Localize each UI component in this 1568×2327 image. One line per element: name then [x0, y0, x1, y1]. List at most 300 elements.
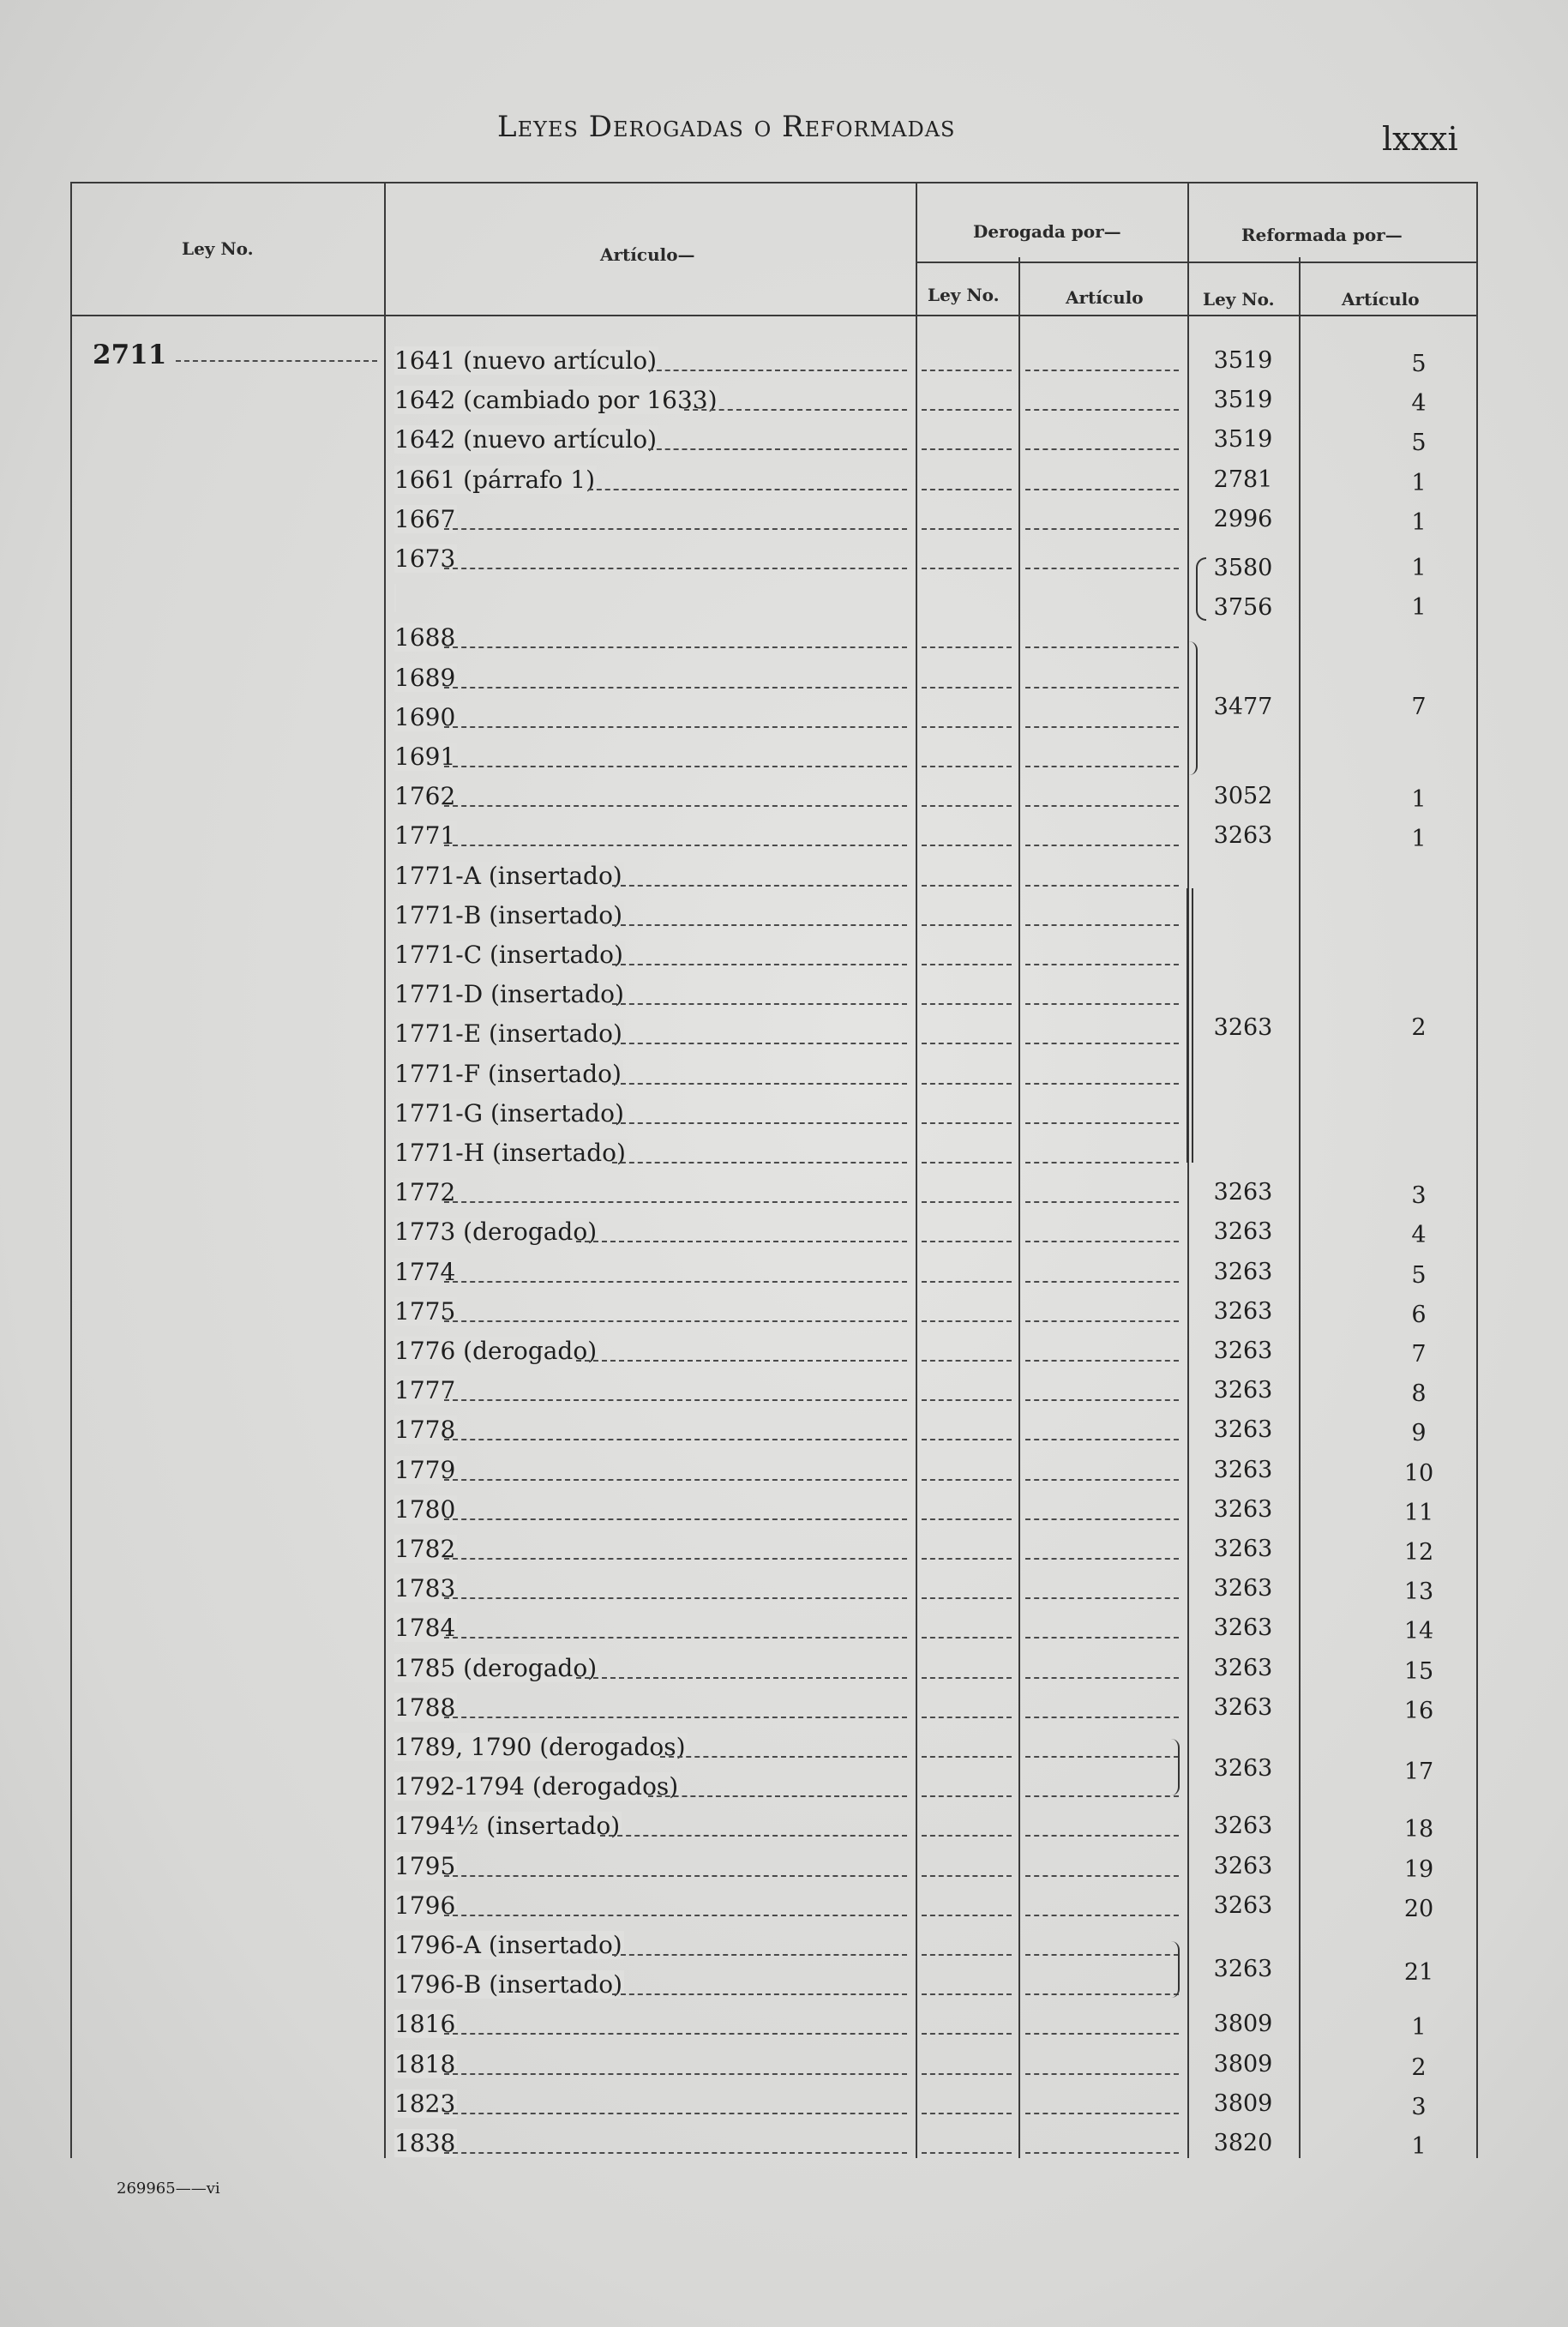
leader-dots — [1025, 924, 1179, 926]
leader-dots — [1025, 1241, 1179, 1242]
group-ley-3263-b: 3263 — [1213, 1755, 1273, 1782]
reformada-articulo: 12 — [1403, 1539, 1434, 1566]
articulo-text: 1784 — [394, 1614, 456, 1643]
articulo-cell — [394, 1649, 916, 1688]
reformada-articulo: 14 — [1403, 1618, 1434, 1645]
articulo-text: 1778 — [394, 1416, 456, 1445]
group-brace-1796-insertados — [1171, 1941, 1180, 1998]
leader-dots — [576, 1241, 907, 1242]
leader-dots — [922, 528, 1012, 530]
leader-dots — [1025, 1558, 1179, 1560]
reformada-ley-no: 3263 — [1213, 1179, 1273, 1206]
leader-dots — [1025, 885, 1179, 887]
table-row — [0, 460, 1568, 500]
leader-dots — [922, 1043, 1012, 1044]
articulo-cell — [394, 618, 916, 658]
reformada-articulo: 18 — [1403, 1816, 1434, 1843]
group-ley-3477: 3477 — [1213, 694, 1273, 720]
leader-dots — [1025, 805, 1179, 807]
articulo-cell — [394, 896, 916, 935]
articulo-text: 1788 — [394, 1693, 456, 1722]
leader-dots — [922, 805, 1012, 807]
leader-dots — [444, 2073, 907, 2075]
group-art-3580: 1 — [1411, 555, 1427, 581]
header-reformada-articulo: Artículo — [1342, 289, 1420, 310]
leader-dots — [444, 1915, 907, 1916]
leader-dots — [444, 1637, 907, 1639]
reformada-ley-no: 3809 — [1213, 2011, 1273, 2038]
table-row — [0, 381, 1568, 420]
table-row — [0, 1965, 1568, 2005]
reformada-articulo: 2 — [1411, 2053, 1427, 2081]
leader-dots — [922, 726, 1012, 728]
leader-dots — [1025, 1717, 1179, 1718]
articulo-cell — [394, 2124, 916, 2163]
group-ley-3756: 3756 — [1213, 594, 1273, 621]
leader-dots — [612, 1043, 907, 1044]
leader-dots — [444, 766, 907, 767]
leader-dots — [444, 726, 907, 728]
articulo-text: 1642 (nuevo artículo) — [394, 425, 658, 454]
articulo-text: 1642 (cambiado por 1633) — [394, 386, 718, 415]
articulo-cell — [394, 857, 916, 896]
leader-dots — [1025, 568, 1179, 569]
leader-dots — [1025, 1439, 1179, 1440]
leader-dots — [1025, 1518, 1179, 1520]
page-title: Leyes Derogadas o Reformadas — [497, 110, 956, 144]
articulo-cell — [394, 1569, 916, 1608]
header-reformada-por: Reformada por— — [1241, 225, 1403, 245]
articulo-cell — [394, 1728, 916, 1767]
articulo-cell — [394, 500, 916, 539]
table-row — [0, 1371, 1568, 1410]
leader-dots — [1025, 766, 1179, 767]
group-ley-3263-c: 3263 — [1213, 1956, 1273, 1982]
reformada-ley-no: 3263 — [1213, 1654, 1273, 1681]
articulo-cell — [394, 935, 916, 975]
leader-dots — [612, 1162, 907, 1164]
leader-dots — [922, 1677, 1012, 1679]
leader-dots — [1025, 1320, 1179, 1322]
table-row — [0, 1253, 1568, 1292]
table-row — [0, 935, 1568, 975]
articulo-cell — [394, 1926, 916, 1965]
table-top-border — [70, 182, 1476, 183]
leader-dots — [922, 2152, 1012, 2154]
articulo-text: 1794½ (insertado) — [394, 1812, 621, 1841]
leader-dots — [576, 1360, 907, 1362]
header-articulo: Artículo— — [600, 244, 695, 265]
leader-dots — [922, 845, 1012, 846]
articulo-text: 1762 — [394, 782, 456, 811]
reformada-ley-no: 3263 — [1213, 1852, 1273, 1879]
group-art-21: 21 — [1403, 1959, 1434, 1986]
table-row — [0, 1490, 1568, 1530]
leader-dots — [922, 1399, 1012, 1401]
articulo-text — [394, 584, 396, 612]
header-derogada-por: Derogada por— — [973, 221, 1121, 242]
leader-dots — [1025, 1677, 1179, 1679]
articulo-text: 1838 — [394, 2129, 456, 2157]
leader-dots — [1025, 1756, 1179, 1758]
table-row — [0, 737, 1568, 777]
articulo-cell — [394, 1292, 916, 1332]
articulo-cell — [394, 1965, 916, 2005]
articulo-text: 1771-D (insertado) — [394, 980, 624, 1009]
leader-dots — [444, 2033, 907, 2035]
reformada-ley-no: 3519 — [1213, 347, 1273, 374]
articulo-text: 1816 — [394, 2010, 456, 2039]
leader-dots — [922, 1795, 1012, 1797]
reformada-articulo: 13 — [1403, 1578, 1434, 1606]
reformada-ley-no: 3809 — [1213, 2089, 1273, 2117]
leader-dots — [612, 1122, 907, 1124]
articulo-text: 1661 (párrafo 1) — [394, 465, 596, 494]
leader-dots — [1025, 646, 1179, 648]
articulo-cell — [394, 1767, 916, 1807]
leader-dots — [922, 568, 1012, 569]
articulo-text: 1772 — [394, 1178, 456, 1207]
articulo-cell — [394, 1410, 916, 1450]
table-row — [0, 816, 1568, 856]
reformada-articulo: 9 — [1411, 1420, 1427, 1447]
table-row — [0, 1055, 1568, 1094]
table-row — [0, 539, 1568, 579]
leader-dots — [444, 687, 907, 688]
reformada-articulo: 8 — [1411, 1380, 1427, 1408]
leader-dots — [922, 1083, 1012, 1085]
leader-dots — [444, 646, 907, 648]
leader-dots — [1025, 1122, 1179, 1124]
leader-dots — [922, 1479, 1012, 1481]
leader-dots — [1025, 726, 1179, 728]
table-row — [0, 1451, 1568, 1490]
reformada-ley-no: 3820 — [1213, 2130, 1273, 2156]
articulo-text: 1771-A (insertado) — [394, 861, 622, 890]
articulo-cell — [394, 460, 916, 500]
table-row — [0, 1847, 1568, 1886]
group-art-17: 17 — [1403, 1759, 1434, 1785]
leader-dots — [922, 766, 1012, 767]
reformada-ley-no: 3263 — [1213, 1813, 1273, 1840]
leader-dots — [444, 1597, 907, 1599]
leader-dots — [444, 1439, 907, 1440]
articulo-cell — [394, 1055, 916, 1094]
articulo-cell — [394, 1014, 916, 1054]
leader-dots — [1025, 1795, 1179, 1797]
leader-dots — [612, 1083, 907, 1085]
articulo-text: 1771-B (insertado) — [394, 900, 623, 929]
leader-dots — [684, 409, 907, 411]
leader-dots — [648, 448, 907, 450]
table-row — [0, 420, 1568, 460]
articulo-cell — [394, 1173, 916, 1212]
leader-dots — [922, 885, 1012, 887]
articulo-text: 1779 — [394, 1455, 456, 1484]
leader-dots — [1025, 1835, 1179, 1837]
articulo-cell — [394, 698, 916, 737]
table-row — [0, 1133, 1568, 1173]
header-bottom-rule — [70, 315, 1476, 316]
leader-dots — [1025, 1162, 1179, 1164]
articulo-text: 1796 — [394, 1891, 456, 1920]
articulo-cell — [394, 777, 916, 816]
leader-dots — [922, 1597, 1012, 1599]
articulo-text: 1771-G (insertado) — [394, 1098, 624, 1127]
reformada-articulo: 5 — [1411, 351, 1427, 377]
leader-dots — [648, 1795, 907, 1797]
table-row — [0, 2045, 1568, 2084]
leader-dots — [444, 1281, 907, 1283]
articulo-cell — [394, 1688, 916, 1728]
articulo-text: 1771 — [394, 821, 456, 851]
leader-dots — [576, 1677, 907, 1679]
articulo-text: 1771-C (insertado) — [394, 941, 623, 969]
reformada-articulo: 1 — [1411, 826, 1427, 853]
reformada-ley-no: 3519 — [1213, 387, 1273, 414]
articulo-text: 1796-A (insertado) — [394, 1931, 622, 1959]
articulo-cell — [394, 381, 916, 420]
reformada-ley-no: 3263 — [1213, 1536, 1273, 1562]
leader-dots — [1025, 1281, 1179, 1283]
leader-dots — [922, 1717, 1012, 1718]
articulo-cell — [394, 1847, 916, 1886]
articulo-text: 1780 — [394, 1494, 456, 1524]
reformada-articulo: 3 — [1411, 2093, 1427, 2120]
reformada-ley-no: 3263 — [1213, 822, 1273, 850]
leader-dots — [1025, 1875, 1179, 1877]
leader-dots — [1025, 1399, 1179, 1401]
reformada-articulo: 16 — [1403, 1697, 1434, 1724]
reformada-articulo: 5 — [1411, 1261, 1427, 1289]
reformada-subheader-rule — [1187, 262, 1476, 263]
articulo-text: 1689 — [394, 663, 456, 692]
header-ley-no: Ley No. — [182, 238, 254, 259]
articulo-text: 1688 — [394, 623, 456, 652]
table-row — [0, 1530, 1568, 1569]
leader-dots — [922, 1518, 1012, 1520]
table-row — [0, 2084, 1568, 2124]
leader-dots — [922, 2073, 1012, 2075]
articulo-cell — [394, 420, 916, 460]
reformada-ley-no: 3263 — [1213, 1416, 1273, 1444]
table-row — [0, 1094, 1568, 1133]
leader-dots — [922, 2033, 1012, 2035]
articulo-text: 1771-H (insertado) — [394, 1139, 626, 1167]
articulo-text: 1691 — [394, 743, 456, 771]
leader-dots — [660, 1756, 907, 1758]
table-row — [0, 1767, 1568, 1807]
articulo-text: 1673 — [394, 544, 456, 573]
leader-dots — [1025, 1003, 1179, 1005]
reformada-articulo: 10 — [1403, 1459, 1434, 1487]
leader-dots — [922, 409, 1012, 411]
table-row — [0, 1926, 1568, 1965]
leader-dots — [444, 2113, 907, 2114]
table-row — [0, 1886, 1568, 1926]
leader-dots — [1025, 1597, 1179, 1599]
leader-dots — [922, 1993, 1012, 1995]
leader-dots — [612, 1993, 907, 1995]
leader-dots — [922, 1835, 1012, 1837]
articulo-cell — [394, 2005, 916, 2044]
leader-dots — [922, 2113, 1012, 2114]
articulo-text: 1690 — [394, 702, 456, 731]
leader-dots — [1025, 489, 1179, 490]
table-row — [0, 579, 1568, 618]
table-row — [0, 1173, 1568, 1212]
group-ley-3580: 3580 — [1213, 555, 1273, 581]
leader-dots — [612, 964, 907, 965]
reformada-ley-no: 3263 — [1213, 1338, 1273, 1364]
leader-dots — [1025, 1083, 1179, 1085]
articulo-text: 1771-E (insertado) — [394, 1019, 622, 1049]
leader-dots — [444, 568, 907, 569]
page-number: lxxxi — [1382, 120, 1458, 158]
leader-dots — [922, 964, 1012, 965]
leader-dots — [1025, 528, 1179, 530]
leader-dots — [648, 370, 907, 371]
leader-dots — [1025, 448, 1179, 450]
table-row — [0, 1292, 1568, 1332]
leader-dots — [922, 687, 1012, 688]
reformada-ley-no: 3263 — [1213, 1614, 1273, 1642]
table-row — [0, 1649, 1568, 1688]
leader-dots — [922, 1756, 1012, 1758]
articulo-text: 1782 — [394, 1535, 456, 1563]
leader-dots — [1025, 845, 1179, 846]
articulo-cell — [394, 1094, 916, 1133]
leader-dots — [612, 924, 907, 926]
leader-dots — [922, 1558, 1012, 1560]
articulo-cell — [394, 341, 916, 381]
leader-dots — [1025, 964, 1179, 965]
articulo-text: 1818 — [394, 2049, 456, 2078]
table-row — [0, 500, 1568, 539]
group-art-3477: 7 — [1411, 694, 1427, 720]
leader-dots — [444, 1479, 907, 1481]
reformada-articulo: 7 — [1411, 1341, 1427, 1368]
table-row — [0, 1410, 1568, 1450]
leader-dots — [1025, 2033, 1179, 2035]
reformada-articulo: 19 — [1403, 1855, 1434, 1883]
reformada-articulo: 1 — [1411, 508, 1427, 536]
articulo-text: 1776 (derogado) — [394, 1337, 598, 1365]
leader-dots — [612, 1954, 907, 1956]
group-art-3756: 1 — [1411, 594, 1427, 621]
leader-dots — [922, 370, 1012, 371]
reformada-articulo: 6 — [1411, 1301, 1427, 1328]
articulo-cell — [394, 1490, 916, 1530]
leader-dots — [922, 1360, 1012, 1362]
table-row — [0, 618, 1568, 658]
articulo-cell — [394, 1253, 916, 1292]
articulo-text: 1641 (nuevo artículo) — [394, 346, 658, 375]
articulo-text: 1795 — [394, 1851, 456, 1880]
articulo-cell — [394, 816, 916, 856]
reformada-ley-no: 3263 — [1213, 1575, 1273, 1602]
leader-dots — [444, 1320, 907, 1322]
leader-dots — [1025, 1360, 1179, 1362]
articulo-text: 1783 — [394, 1574, 456, 1603]
leader-dots — [922, 1954, 1012, 1956]
reformada-articulo: 20 — [1403, 1895, 1434, 1922]
articulo-text: 1789, 1790 (derogados) — [394, 1733, 686, 1761]
reformada-articulo: 1 — [1411, 2133, 1427, 2160]
leader-dots — [922, 1637, 1012, 1639]
table-row — [0, 857, 1568, 896]
leader-dots — [922, 1122, 1012, 1124]
group-art-2: 2 — [1411, 1014, 1427, 1041]
leader-dots — [1025, 409, 1179, 411]
reformada-articulo: 11 — [1403, 1499, 1434, 1526]
group-ley-3263-a: 3263 — [1213, 1014, 1273, 1041]
table-row — [0, 2124, 1568, 2163]
reformada-articulo: 1 — [1411, 786, 1427, 814]
leader-dots — [1025, 1993, 1179, 1995]
leader-dots — [1025, 370, 1179, 371]
leader-dots — [922, 1201, 1012, 1203]
leader-dots — [1025, 2073, 1179, 2075]
table-row — [0, 975, 1568, 1014]
articulo-text: 1785 (derogado) — [394, 1653, 598, 1682]
reformada-ley-no: 3263 — [1213, 1693, 1273, 1721]
articulo-text: 1775 — [394, 1296, 456, 1326]
print-code: 269965——vi — [117, 2180, 220, 2198]
table-row — [0, 1807, 1568, 1846]
reformada-ley-no: 3519 — [1213, 426, 1273, 454]
articulo-cell — [394, 1133, 916, 1173]
leader-dots — [1025, 1043, 1179, 1044]
reformada-articulo: 5 — [1411, 430, 1427, 457]
articulo-cell — [394, 658, 916, 698]
leader-dots — [444, 805, 907, 807]
leader-dots — [1025, 1954, 1179, 1956]
reformada-ley-no: 3263 — [1213, 1258, 1273, 1285]
leader-dots — [922, 924, 1012, 926]
table-row — [0, 1608, 1568, 1648]
articulo-cell — [394, 1608, 916, 1648]
reformada-articulo: 4 — [1411, 1222, 1427, 1249]
leader-dots — [922, 1003, 1012, 1005]
leader-dots — [922, 1281, 1012, 1283]
articulo-cell — [394, 539, 916, 579]
table-row — [0, 1569, 1568, 1608]
derogada-subheader-rule — [916, 262, 1187, 263]
leader-dots — [1025, 2113, 1179, 2114]
articulo-cell — [394, 1807, 916, 1846]
reformada-ley-no: 3263 — [1213, 1456, 1273, 1483]
leader-dots — [444, 845, 907, 846]
leader-dots — [444, 528, 907, 530]
articulo-cell — [394, 2045, 916, 2084]
header-derogada-articulo: Artículo — [1066, 287, 1144, 308]
leader-dots — [444, 1875, 907, 1877]
articulo-text: 1667 — [394, 504, 456, 533]
articulo-cell — [394, 1371, 916, 1410]
leader-dots — [922, 1241, 1012, 1242]
group-brace-1771-insertados — [1187, 888, 1193, 1163]
header-reformada-ley-no: Ley No. — [1203, 289, 1275, 310]
leader-dots — [444, 1399, 907, 1401]
leader-dots — [1025, 1479, 1179, 1481]
law-number: 2711 — [93, 340, 167, 370]
articulo-cell — [394, 737, 916, 777]
reformada-ley-no: 3263 — [1213, 1377, 1273, 1404]
header-derogada-ley-no: Ley No. — [928, 285, 1000, 305]
leader-dots — [600, 1835, 907, 1837]
table-row — [0, 1728, 1568, 1767]
